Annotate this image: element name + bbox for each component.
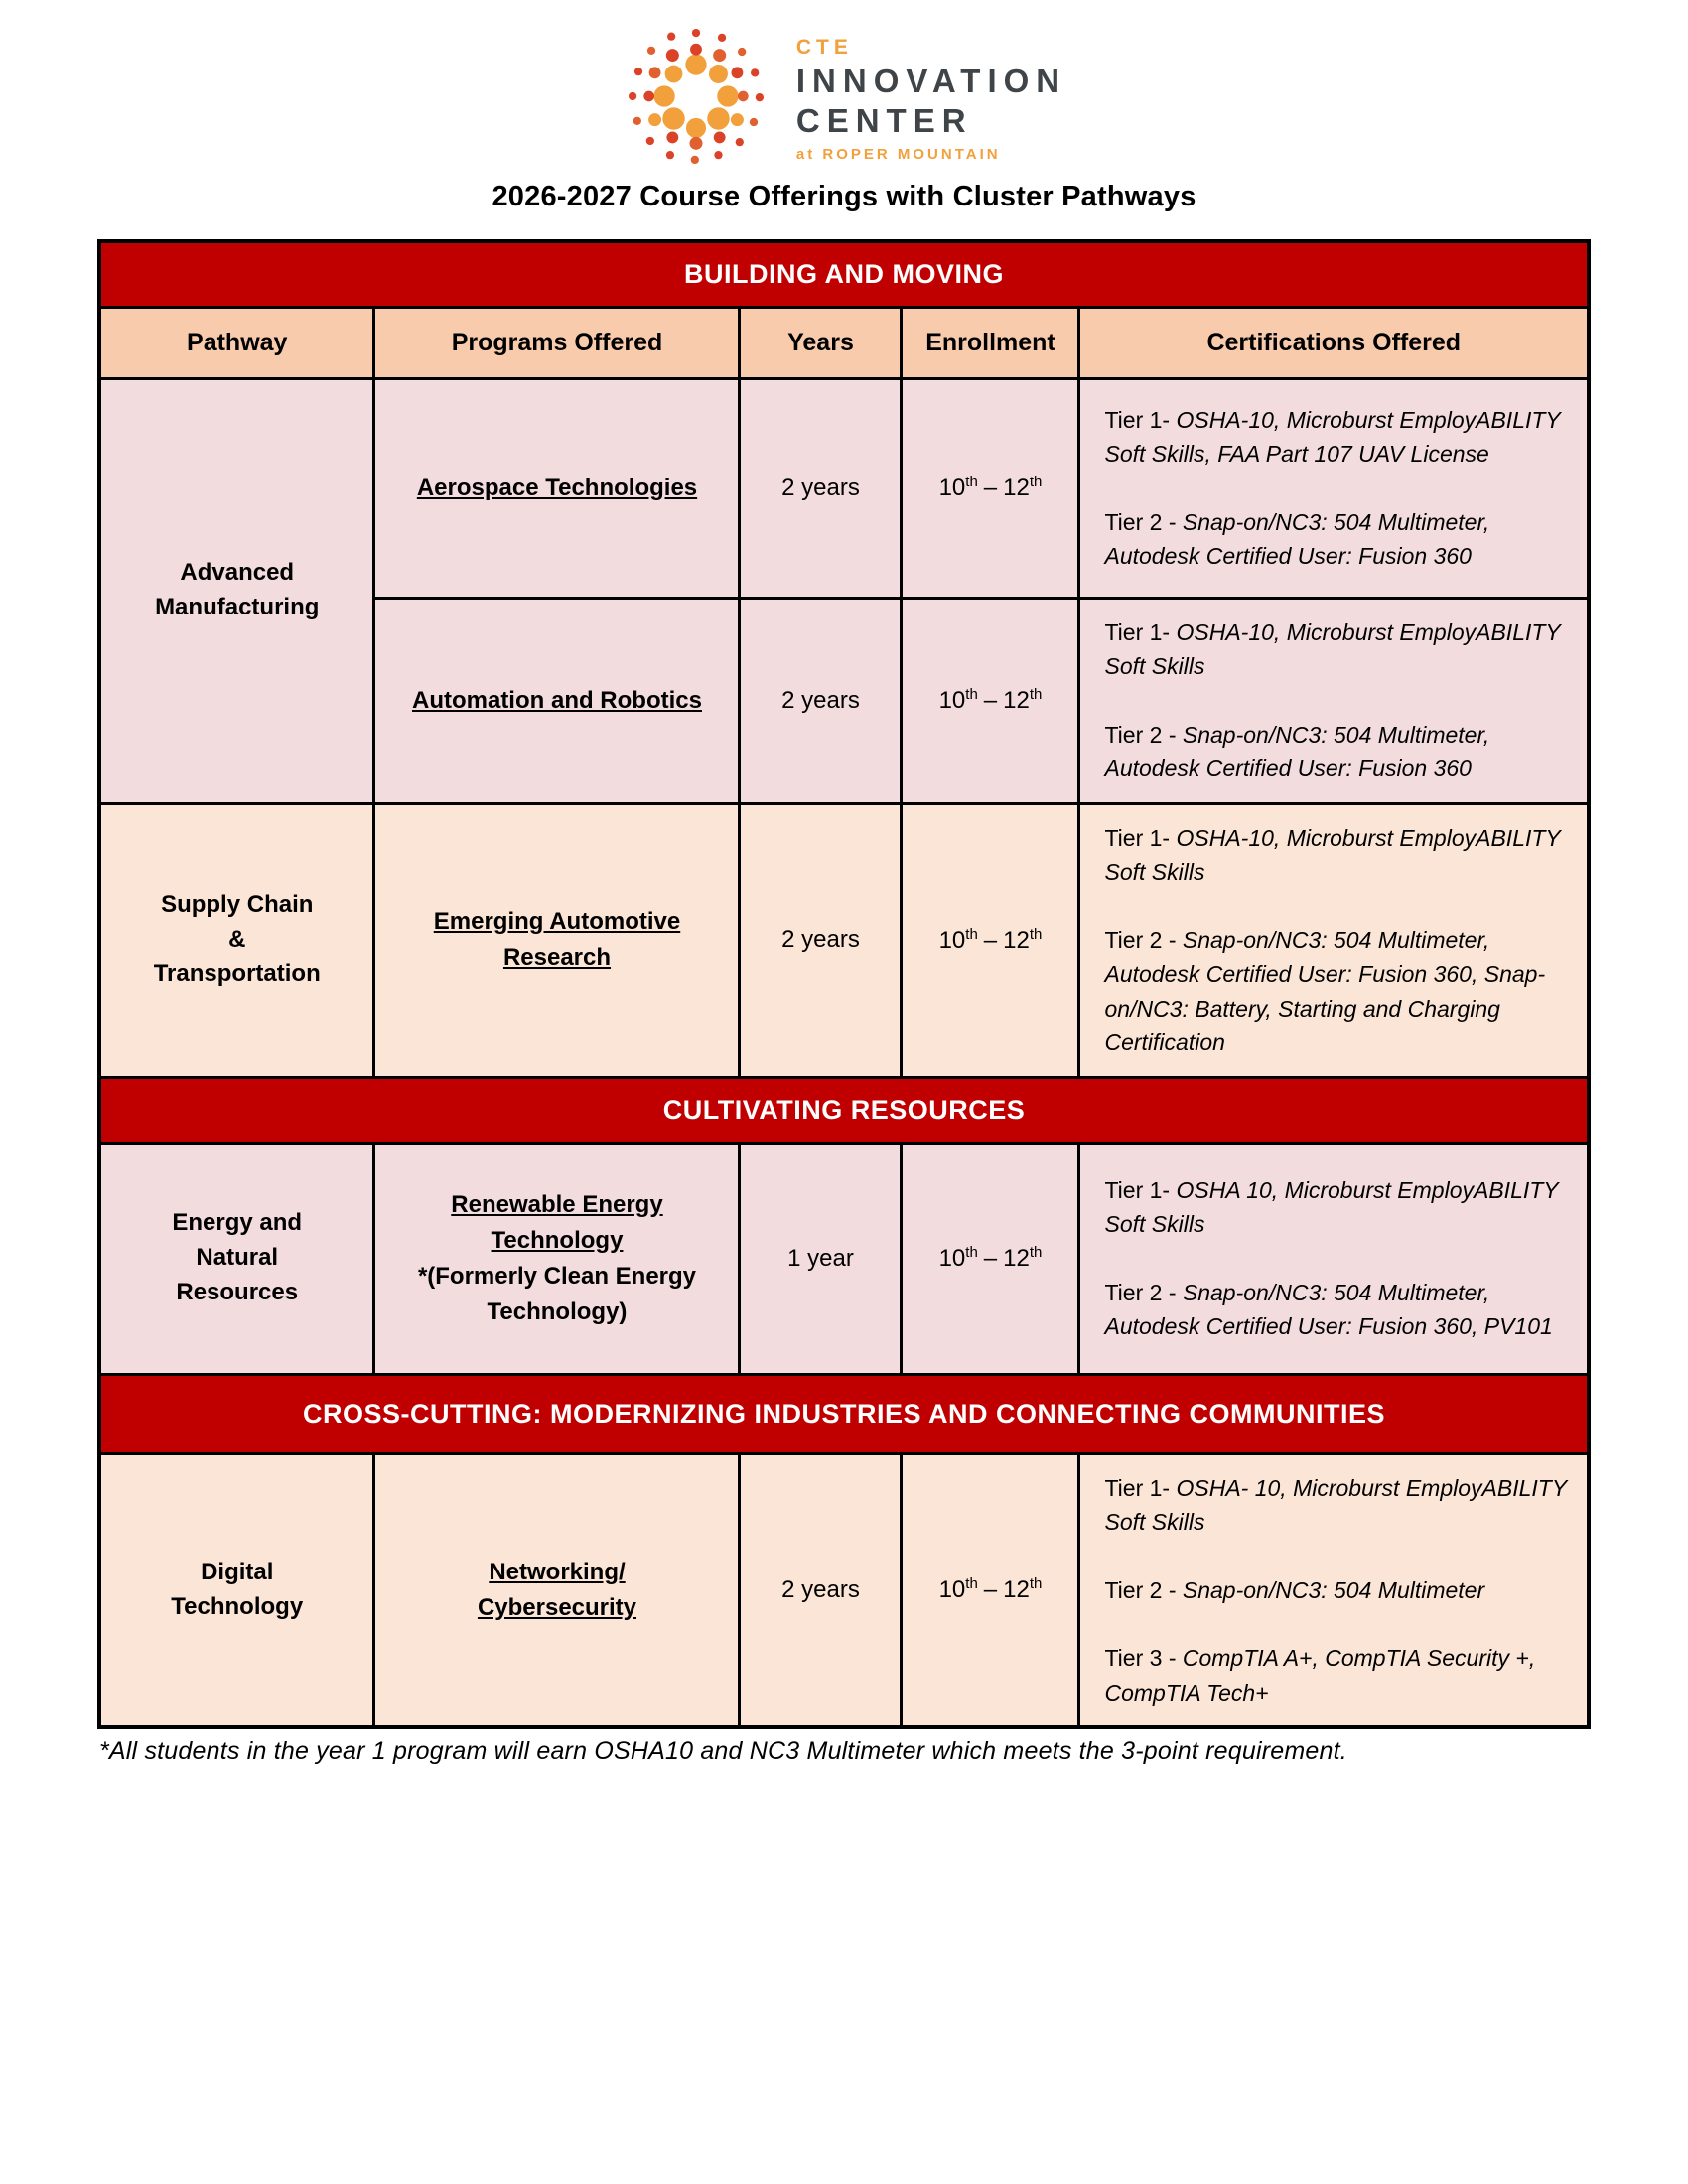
certifications-cell [1079, 803, 1589, 1077]
enrollment-cell: 10th – 12th [902, 1143, 1079, 1374]
program-name: Renewable Energy [451, 1190, 663, 1218]
pathway-line: Resources [176, 1278, 299, 1305]
program-cell [374, 598, 740, 803]
program-name: Aerospace Technologies [416, 474, 698, 501]
logo [0, 0, 1688, 167]
footnote: *All students in the year 1 program will earn OSHA10 and NC3 Multimeter which meets the 3-point requirement. [99, 1737, 1347, 1765]
program-cell [374, 378, 740, 598]
certification-tier: Tier 1- OSHA- 10, Microburst EmployABILITY Soft Skills [1104, 1474, 1567, 1535]
pathway-line: Manufacturing [155, 594, 320, 620]
program-name: Cybersecurity [477, 1593, 637, 1621]
cluster-band-row [99, 1077, 1589, 1143]
logo-dots-icon [622, 26, 771, 167]
certifications-cell [1079, 598, 1589, 803]
page-title: 2026-2027 Course Offerings with Cluster Pathways [492, 181, 1196, 212]
enrollment-cell: 10th – 12th [902, 598, 1079, 803]
pathway-cell [99, 1143, 374, 1374]
program-name: Research [502, 944, 612, 971]
course-offerings-table [97, 239, 1591, 1729]
program-note: *(Formerly Clean Energy [417, 1262, 697, 1290]
pathway-line: Natural [196, 1244, 279, 1272]
certification-tier: Tier 2 - Snap-on/NC3: 504 Multimeter [1104, 1576, 1485, 1603]
cluster-band-building-and-moving: BUILDING AND MOVING [99, 241, 1589, 307]
years-cell: 2 years [740, 378, 902, 598]
years-cell: 1 year [740, 1143, 902, 1374]
certification-tier: Tier 1- OSHA 10, Microburst EmployABILITY Soft Skills [1104, 1176, 1559, 1237]
pathway-line: Digital [201, 1558, 274, 1585]
pathway-cell [99, 378, 374, 803]
program-cell [374, 1453, 740, 1727]
table-row [99, 1143, 1589, 1374]
logo-cte-label: CTE [795, 36, 853, 59]
cluster-band-row [99, 1374, 1589, 1453]
program-name: Technology [491, 1226, 624, 1254]
cluster-band-cultivating-resources: CULTIVATING RESOURCES [99, 1077, 1589, 1143]
column-header-certifications: Certifications Offered [1079, 307, 1589, 378]
certification-tier: Tier 1- OSHA-10, Microburst EmployABILITY Soft Skills [1104, 824, 1561, 885]
years-cell: 2 years [740, 598, 902, 803]
program-name: Networking/ [489, 1558, 626, 1585]
column-header-enrollment: Enrollment [902, 307, 1079, 378]
certification-tier: Tier 3 - CompTIA A+, CompTIA Security +, CompTIA Tech+ [1104, 1645, 1536, 1706]
pathway-line: Transportation [153, 960, 321, 988]
enrollment-to: 12 [1003, 475, 1030, 501]
table-row [99, 803, 1589, 1077]
certification-tier: Tier 2 - Snap-on/NC3: 504 Multimeter, Autodesk Certified User: Fusion 360 [1104, 508, 1490, 569]
certification-tier: Tier 2 - Snap-on/NC3: 504 Multimeter, Autodesk Certified User: Fusion 360, PV101 [1104, 1279, 1553, 1339]
enrollment-cell: 10th – 12th [902, 803, 1079, 1077]
column-header-years: Years [740, 307, 902, 378]
pathway-line: Supply Chain [161, 890, 314, 918]
pathway-cell [99, 803, 374, 1077]
logo-name-line2: CENTER [795, 101, 973, 139]
program-cell [374, 1143, 740, 1374]
pathway-line: Technology [171, 1592, 304, 1620]
years-cell: 2 years [740, 803, 902, 1077]
column-header-row [99, 307, 1589, 378]
cluster-band-row [99, 241, 1589, 307]
program-name: Automation and Robotics [411, 686, 702, 714]
cluster-band-cross-cutting: CROSS-CUTTING: MODERNIZING INDUSTRIES AND CONNECTING COMMUNITIES [99, 1374, 1589, 1453]
logo-text [796, 26, 1066, 163]
pathway-line: Energy and [172, 1209, 303, 1237]
years-cell: 2 years [740, 1453, 902, 1727]
program-cell [374, 803, 740, 1077]
pathway-line: & [228, 925, 246, 953]
program-name: Emerging Automotive [433, 908, 681, 935]
certifications-cell [1079, 1143, 1589, 1374]
logo-name-line1: INNOVATION [795, 63, 1067, 99]
certifications-cell [1079, 1453, 1589, 1727]
enrollment-from: 10 [938, 475, 966, 501]
table-row [99, 378, 1589, 598]
certification-tier: Tier 1- OSHA-10, Microburst EmployABILITY Soft Skills [1104, 618, 1561, 679]
pathway-line: Advanced [180, 559, 295, 587]
certification-tier: Tier 1- OSHA-10, Microburst EmployABILITY Soft Skills, FAA Part 107 UAV License [1104, 406, 1561, 467]
program-note: Technology) [487, 1297, 628, 1325]
enrollment-cell: 10th – 12th [902, 1453, 1079, 1727]
pathway-cell [99, 1453, 374, 1727]
table-row [99, 1453, 1589, 1727]
logo-tagline: at ROPER MOUNTAIN [795, 146, 1001, 164]
enrollment-cell: 10th – 12th [902, 378, 1079, 598]
column-header-pathway: Pathway [99, 307, 374, 378]
certification-tier: Tier 2 - Snap-on/NC3: 504 Multimeter, Autodesk Certified User: Fusion 360 [1104, 721, 1490, 781]
column-header-programs: Programs Offered [374, 307, 740, 378]
certification-tier: Tier 2 - Snap-on/NC3: 504 Multimeter, Autodesk Certified User: Fusion 360, Snap-on/NC3: Battery, Starting and Charging Certification [1104, 926, 1546, 1055]
certifications-cell [1079, 378, 1589, 598]
